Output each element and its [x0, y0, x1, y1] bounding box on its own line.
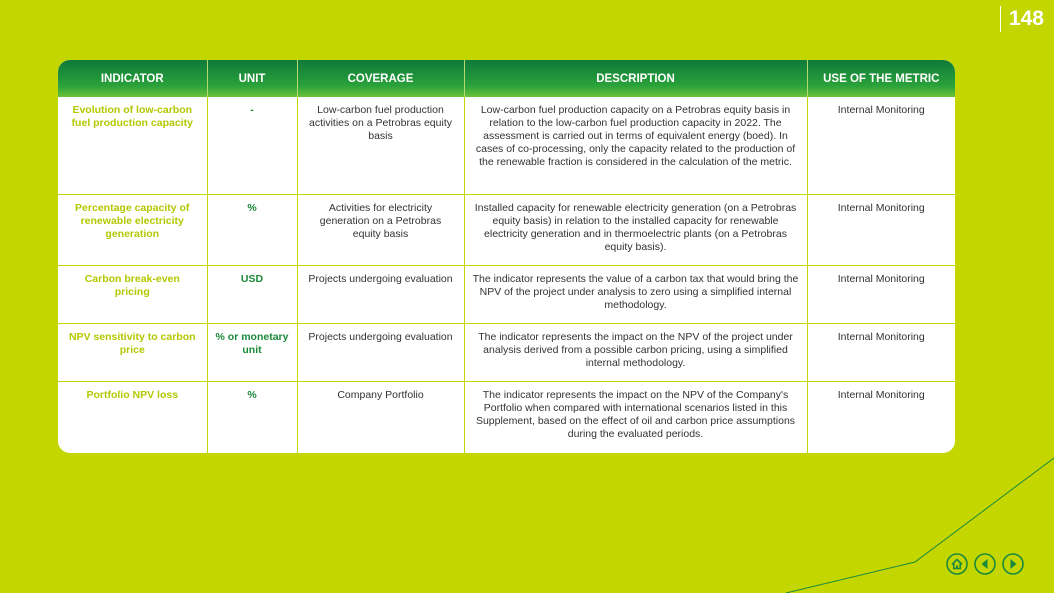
cell-use: Internal Monitoring	[807, 381, 955, 453]
header-unit: UNIT	[207, 60, 297, 97]
cell-unit: %	[207, 381, 297, 453]
home-icon[interactable]	[946, 553, 968, 575]
cell-coverage: Projects undergoing evaluation	[297, 265, 464, 323]
cell-description: The indicator represents the value of a carbon tax that would bring the NPV of the project under analysis to zero using a simplified internal methodology.	[464, 265, 807, 323]
cell-coverage: Company Portfolio	[297, 381, 464, 453]
cell-use: Internal Monitoring	[807, 323, 955, 381]
header-use-of-metric: USE OF THE METRIC	[807, 60, 955, 97]
cell-indicator: Percentage capacity of renewable electricity generation	[58, 194, 207, 265]
cell-coverage: Low-carbon fuel production activities on a Petrobras equity basis	[297, 97, 464, 194]
table-row	[58, 381, 955, 453]
cell-description: The indicator represents the impact on the NPV of the Company's Portfolio when compared with international scenarios listed in this Supplement, based on the effect of oil and carbon price assumptions during the evaluated periods.	[464, 381, 807, 453]
previous-page-icon[interactable]	[974, 553, 996, 575]
header-description: DESCRIPTION	[464, 60, 807, 97]
header-indicator: INDICATOR	[58, 60, 207, 97]
cell-indicator: NPV sensitivity to carbon price	[58, 323, 207, 381]
next-page-icon[interactable]	[1002, 553, 1024, 575]
cell-unit: % or monetary unit	[207, 323, 297, 381]
cell-indicator: Carbon break-even pricing	[58, 265, 207, 323]
table-header-row	[58, 60, 955, 97]
cell-use: Internal Monitoring	[837, 104, 925, 116]
cell-coverage: Activities for electricity generation on a Petrobras equity basis	[297, 194, 464, 265]
cell-description: The indicator represents the impact on the NPV of the project under analysis derived from a possible carbon pricing, using a simplified internal methodology.	[464, 323, 807, 381]
cell-unit: %	[207, 194, 297, 265]
cell-description: Installed capacity for renewable electricity generation (on a Petrobras equity basis) in relation to the installed capacity for renewable electricity generation and in thermoelectric plants (on a Petrobras equity basis).	[464, 194, 807, 265]
cell-unit: -	[207, 97, 297, 194]
header-coverage: COVERAGE	[297, 60, 464, 97]
cell-indicator: Portfolio NPV loss	[58, 381, 207, 453]
table-row	[58, 323, 955, 381]
cell-use: Internal Monitoring	[807, 194, 955, 265]
page-navigation	[946, 553, 1024, 575]
cell-use: Internal Monitoring	[807, 265, 955, 323]
page-number: 148	[1000, 6, 1044, 32]
table-row	[58, 194, 955, 265]
indicators-table	[58, 60, 955, 453]
cell-coverage: Projects undergoing evaluation	[297, 323, 464, 381]
cell-unit: USD	[207, 265, 297, 323]
cell-description: Low-carbon fuel production capacity on a Petrobras equity basis in relation to the low-carbon fuel production capacity in 2022. The assessment is carried out in terms of equivalent energy (boed). In cases of co-processing, only the capacity related to the production of the renewable fraction is considered in the calculation of the metric.	[464, 97, 807, 194]
table-row	[58, 265, 955, 323]
cell-indicator: Evolution of low-carbon fuel production capacity	[58, 97, 207, 194]
table-row	[58, 97, 955, 194]
